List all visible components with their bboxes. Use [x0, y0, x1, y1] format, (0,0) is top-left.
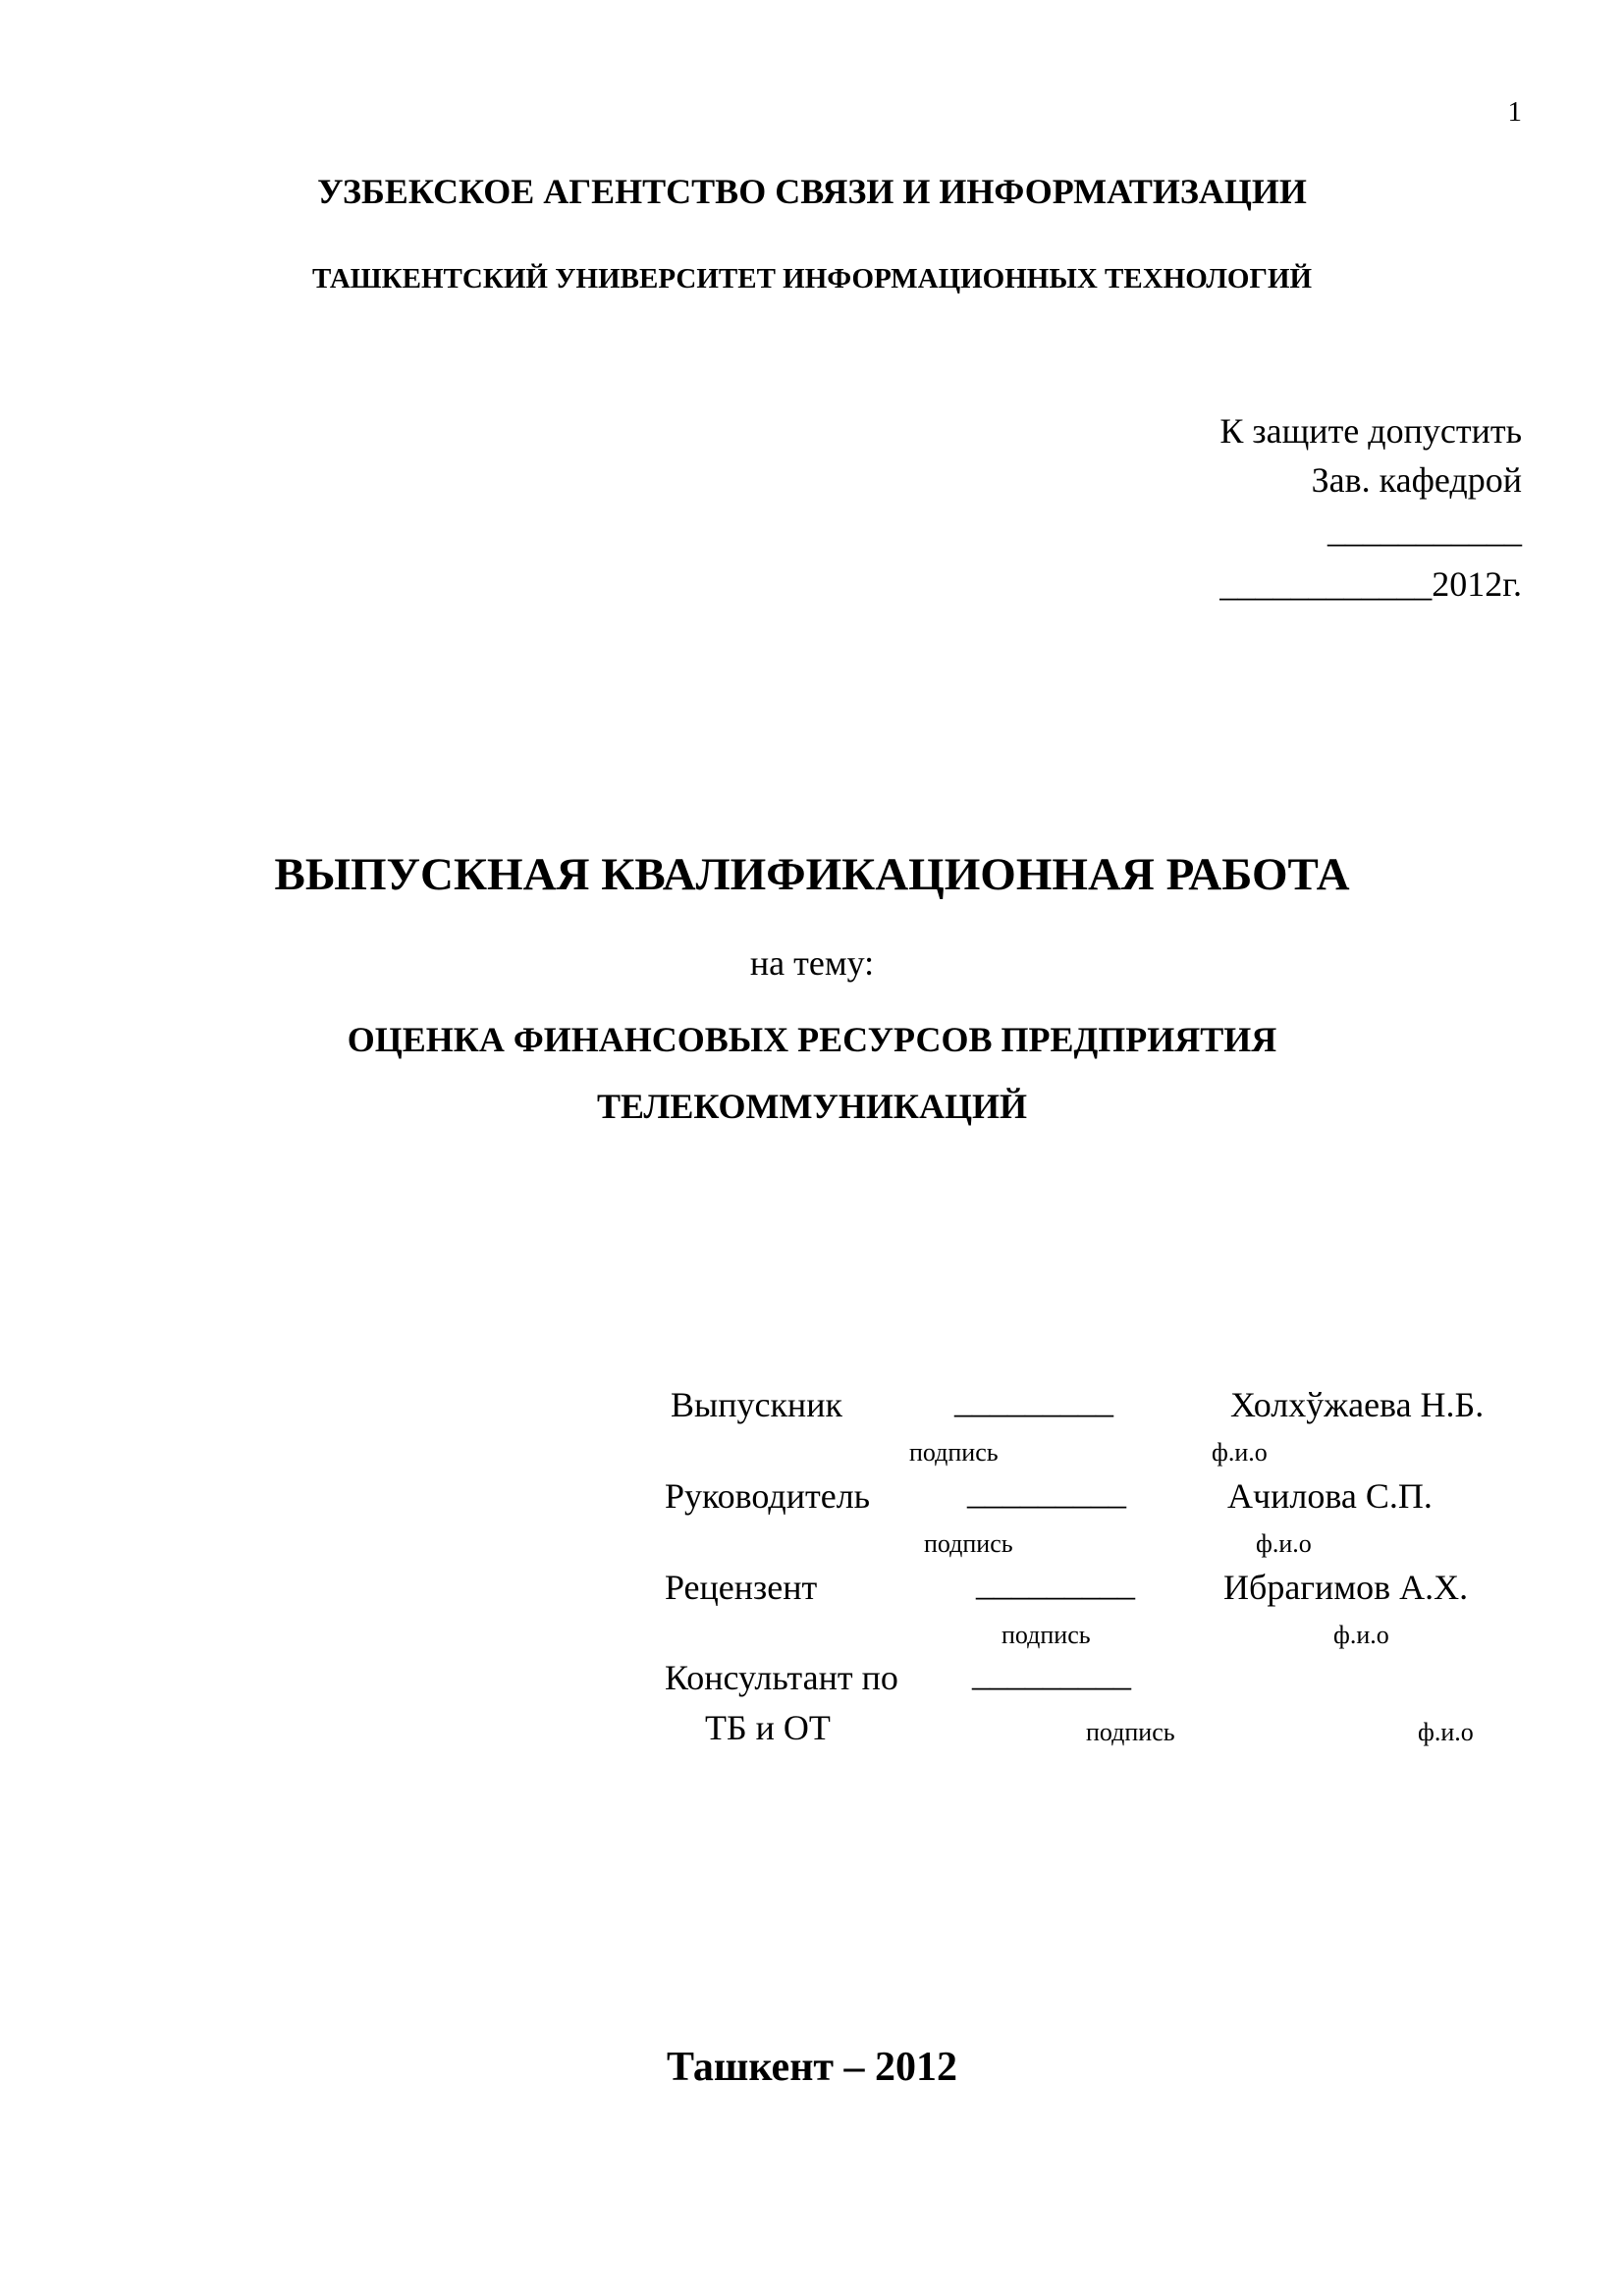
- supervisor-role: Руководитель: [665, 1476, 871, 1516]
- topic-prefix: на тему:: [749, 943, 875, 983]
- work-type-title: ВЫПУСКНАЯ КВАЛИФИКАЦИОННАЯ РАБОТА: [274, 849, 1350, 900]
- consultant-name-caption: ф.и.о: [1418, 1718, 1474, 1746]
- approval-signature-line: ___________: [1327, 510, 1522, 550]
- graduate-role: Выпускник: [671, 1385, 842, 1424]
- reviewer-sign-caption: подпись: [1001, 1621, 1091, 1649]
- graduate-sign-caption: подпись: [909, 1438, 999, 1467]
- reviewer-name-caption: ф.и.о: [1333, 1621, 1389, 1649]
- topic-title-line2: ТЕЛЕКОММУНИКАЦИЙ: [596, 1087, 1028, 1126]
- graduate-name: Холхўжаева Н.Б.: [1230, 1385, 1485, 1424]
- page-number: 1: [1507, 96, 1522, 128]
- reviewer-name: Ибрагимов А.Х.: [1223, 1568, 1469, 1607]
- graduate-name-caption: ф.и.о: [1212, 1438, 1268, 1467]
- graduate-signature-line: _________: [954, 1381, 1113, 1420]
- approval-date-line: ____________2012г.: [1219, 564, 1522, 604]
- supervisor-name-caption: ф.и.о: [1256, 1529, 1312, 1558]
- approval-admit-text: К защите допустить: [1219, 411, 1522, 451]
- supervisor-signature-line: _________: [967, 1472, 1126, 1512]
- city-year: Ташкент – 2012: [666, 2045, 958, 2090]
- topic-title-line1: ОЦЕНКА ФИНАНСОВЫХ РЕСУРСОВ ПРЕДПРИЯТИЯ: [347, 1020, 1277, 1059]
- consultant-role-line2: ТБ и ОТ: [705, 1708, 831, 1747]
- supervisor-sign-caption: подпись: [924, 1529, 1013, 1558]
- approval-head-of-department: Зав. кафедрой: [1311, 460, 1522, 500]
- supervisor-name: Ачилова С.П.: [1227, 1476, 1433, 1516]
- university-heading: ТАШКЕНТСКИЙ УНИВЕРСИТЕТ ИНФОРМАЦИОННЫХ ТЕХНОЛОГИЙ: [311, 263, 1313, 294]
- reviewer-role: Рецензент: [665, 1568, 818, 1607]
- agency-heading: УЗБЕКСКОЕ АГЕНТСТВО СВЯЗИ И ИНФОРМАТИЗАЦИИ: [317, 172, 1307, 211]
- consultant-role-line1: Консультант по: [665, 1658, 898, 1697]
- consultant-sign-caption: подпись: [1086, 1718, 1175, 1746]
- reviewer-signature-line: _________: [976, 1564, 1135, 1603]
- consultant-signature-line: _________: [972, 1654, 1131, 1693]
